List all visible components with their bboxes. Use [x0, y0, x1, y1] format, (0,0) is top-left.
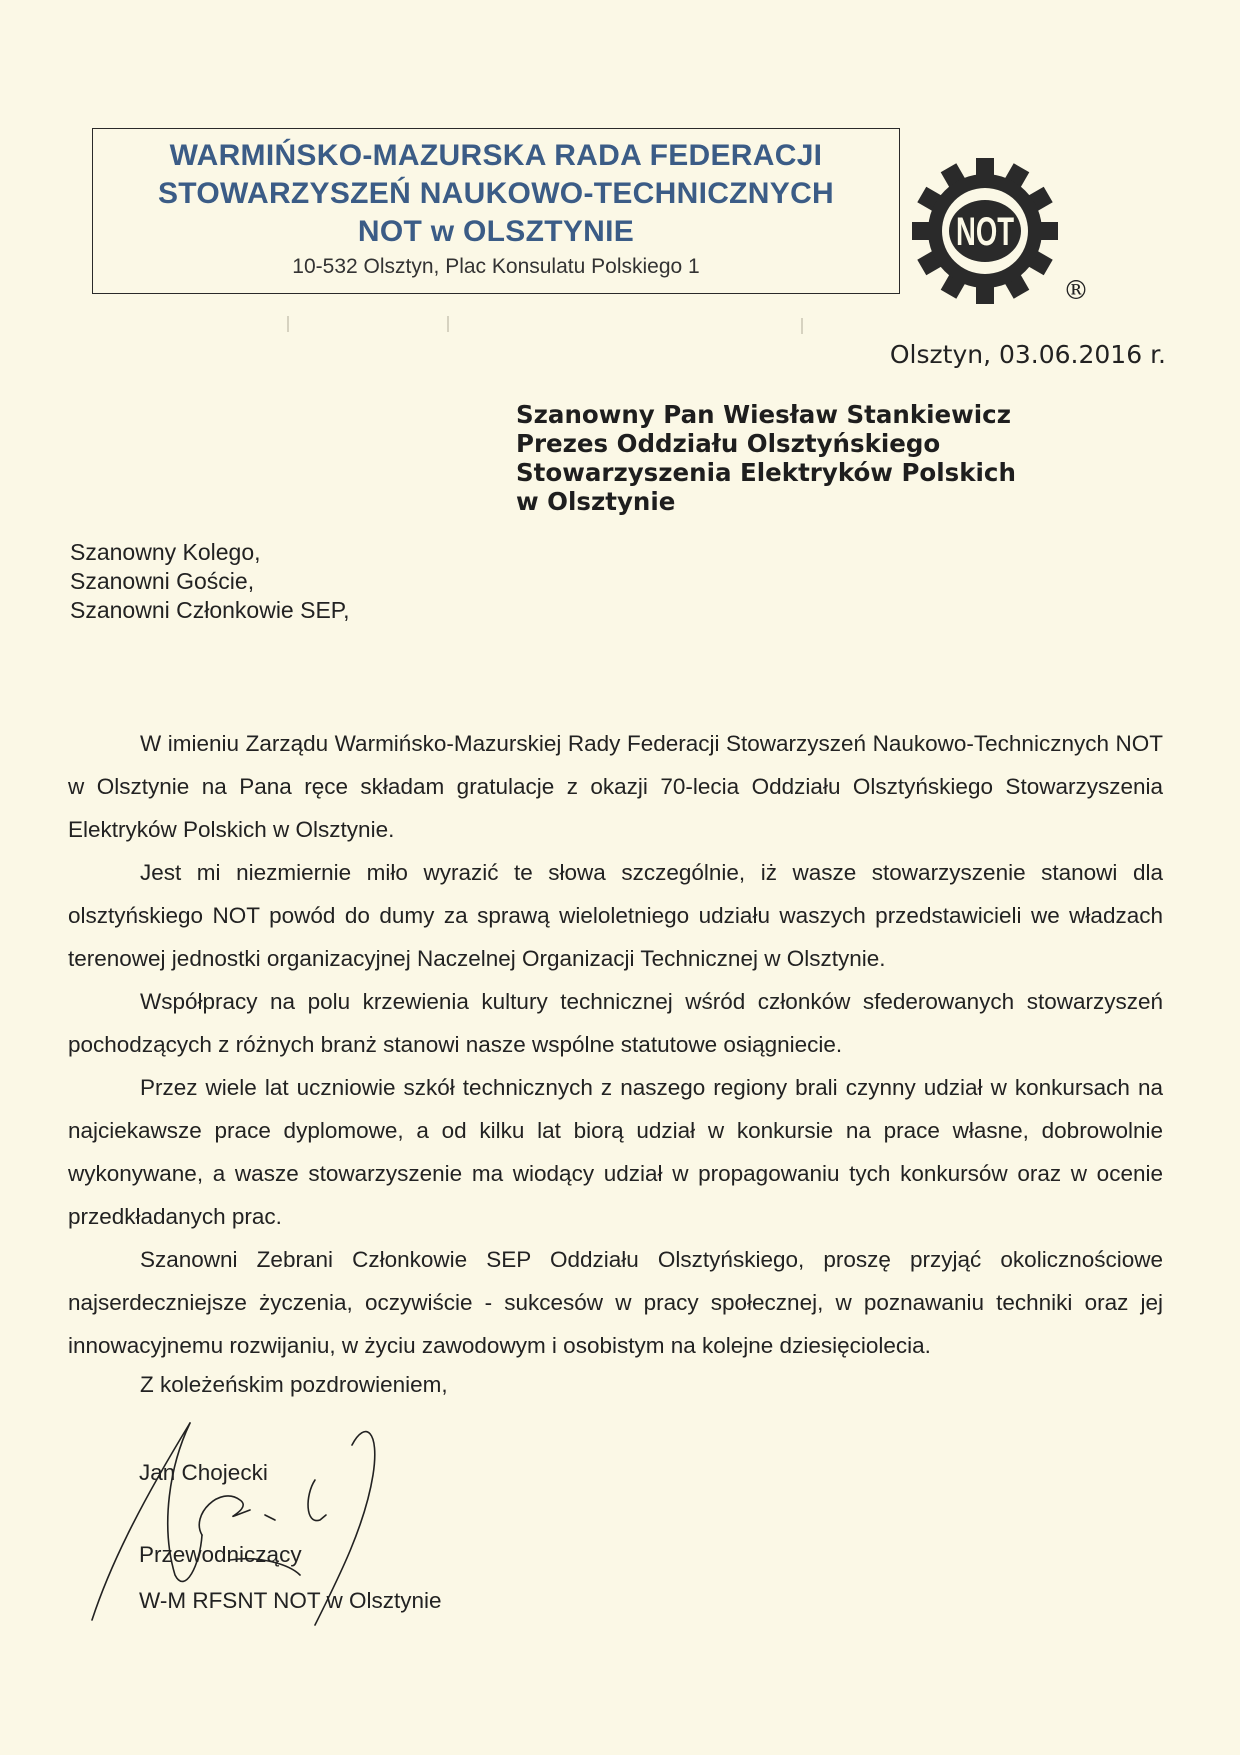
letterhead-box: [92, 128, 900, 294]
recipient-line: Prezes Oddziału Olsztyńskiego: [516, 429, 941, 458]
not-gear-logo-icon: [912, 158, 1058, 304]
salutation-block: [70, 538, 350, 625]
recipient-block: [516, 400, 1016, 516]
signatory-title: Przewodniczący: [139, 1542, 302, 1567]
salutation-line: Szanowni Goście,: [70, 568, 255, 594]
body-paragraph: Przez wiele lat uczniowie szkół technicznych z naszego regiony brali czynny udział w konkursach na najciekawsze prace dyplomowe, a od kilku lat biorą udział w konkursie na prace własne, dobrowolnie wykonywane, a wasze stowarzyszenie ma wiodący udział w propagowaniu tych konkursów oraz w ocenie przedkładanych prac.: [68, 1075, 1163, 1229]
org-name-line-3: NOT w OLSZTYNIE: [357, 215, 635, 248]
body-paragraph: Współpracy na polu krzewienia kultury technicznej wśród członków sfederowanych stowarzyszeń pochodzących z różnych branż stanowi nasze wspólne statutowe osiągniecie.: [68, 989, 1163, 1057]
org-name-line-1: WARMIŃSKO-MAZURSKA RADA FEDERACJI: [169, 139, 823, 172]
body-paragraph: Szanowni Zebrani Członkowie SEP Oddziału Olsztyńskiego, proszę przyjąć okolicznościowe najserdeczniejsze życzenia, oczywiście - sukcesów w pracy społecznej, w poznawaniu techniki oraz jej innowacyjnemu rozwijaniu, w życiu zawodowym i osobistym na kolejne dziesięciolecia.: [68, 1247, 1163, 1358]
org-address: 10-532 Olsztyn, Plac Konsulatu Polskiego 1: [292, 255, 700, 278]
recipient-line: Szanowny Pan Wiesław Stankiewicz: [516, 400, 1011, 429]
recipient-line: Stowarzyszenia Elektryków Polskich: [516, 458, 1016, 487]
recipient-line: w Olsztynie: [516, 487, 676, 516]
body-paragraph: Jest mi niezmiernie miło wyrazić te słowa szczególnie, iż wasze stowarzyszenie stanowi dla olsztyńskiego NOT powód do dumy za sprawą wieloletniego udziału waszych przedstawicieli we władzach terenowej jednostki organizacyjnej Naczelnej Organizacji Technicznej w Olsztynie.: [68, 860, 1163, 971]
registered-mark: ®: [1063, 276, 1089, 306]
salutation-line: Szanowni Członkowie SEP,: [70, 597, 350, 623]
closing-line: Z koleżeńskim pozdrowieniem,: [140, 1372, 448, 1397]
logo-text: NOT: [956, 210, 1014, 254]
body-paragraph: W imieniu Zarządu Warmińsko-Mazurskiej Rady Federacji Stowarzyszeń Naukowo-Technicznych NOT w Olsztynie na Pana ręce składam gratulacje z okazji 70-lecia Oddziału Olsztyńskiego Stowarzyszenia Elektryków Polskich w Olsztynie.: [68, 731, 1163, 842]
handwritten-signature: [90, 1415, 430, 1635]
letter-body: [68, 722, 1163, 1367]
letter-date: Olsztyn, 03.06.2016 r.: [889, 340, 1166, 369]
signatory-name: Jan Chojecki: [139, 1460, 268, 1485]
org-name-line-2: STOWARZYSZEŃ NAUKOWO-TECHNICZNYCH: [158, 177, 834, 210]
signatory-org: W-M RFSNT NOT w Olsztynie: [139, 1588, 442, 1613]
salutation-line: Szanowny Kolego,: [70, 539, 261, 565]
